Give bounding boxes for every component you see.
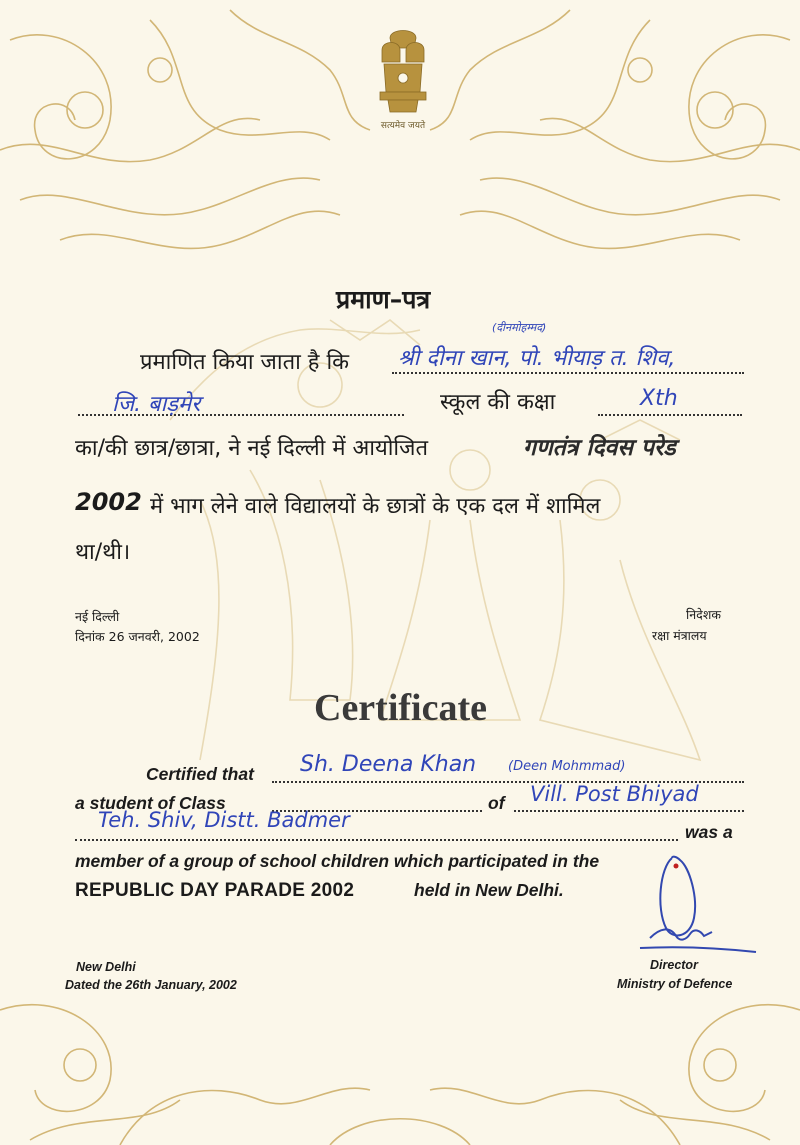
school-line-english — [514, 810, 744, 812]
lion-capital-icon — [370, 20, 436, 120]
member-line: member of a group of school children which participated in the — [75, 851, 600, 871]
hindi-signatory-org: रक्षा मंत्रालय — [652, 628, 707, 643]
hindi-title: प्रमाण–पत्र — [336, 285, 431, 314]
student-of-class-label: a student of Class — [75, 793, 226, 813]
national-emblem — [370, 20, 436, 130]
hindi-signatory-title: निदेशक — [686, 607, 721, 622]
certified-that-label: Certified that — [146, 764, 254, 784]
name-dotted-line — [392, 372, 744, 374]
handwritten-address-line2: Teh. Shiv, Distt. Badmer — [98, 808, 350, 832]
certificate-title: Certificate — [314, 687, 487, 729]
hindi-line3-prefix: का/की छात्र/छात्रा, ने नई दिल्ली में आयोजित — [75, 436, 428, 461]
handwritten-class: Xth — [640, 386, 678, 411]
english-signatory-org: Ministry of Defence — [617, 977, 733, 991]
handwritten-name-note-hindi: (दीनमोहम्मद) — [492, 321, 547, 334]
english-place: New Delhi — [76, 960, 136, 974]
handwritten-district-hindi: जि. बाड़मेर — [112, 392, 201, 417]
hindi-year: 2002 — [75, 488, 142, 516]
handwritten-name-english: Sh. Deena Khan — [300, 752, 477, 777]
hindi-date: दिनांक 26 जनवरी, 2002 — [75, 629, 200, 644]
address-line-english — [75, 839, 678, 841]
held-in-new-delhi: held in New Delhi. — [414, 880, 564, 900]
class-dotted-line — [598, 414, 742, 416]
hindi-line5: था/थी। — [75, 540, 131, 565]
handwritten-name-note-english: (Deen Mohmmad) — [508, 759, 626, 774]
english-signatory-title: Director — [650, 958, 698, 972]
director-signature — [620, 848, 760, 958]
hindi-line4: में भाग लेने वाले विद्यालयों के छात्रों के एक दल में शामिल — [150, 494, 601, 519]
hindi-event-name: गणतंत्र दिवस परेड — [523, 435, 676, 461]
english-date: Dated the 26th January, 2002 — [65, 978, 237, 992]
handwritten-name-hindi: श्री दीना खान, पो. भीयाड़ त. शिव, — [398, 346, 676, 371]
hindi-place: नई दिल्ली — [75, 609, 120, 624]
handwritten-address-line1: Vill. Post Bhiyad — [530, 782, 699, 806]
was-a-label: was a — [685, 822, 733, 842]
hindi-line1-prefix: प्रमाणित किया जाता है कि — [140, 350, 350, 375]
emblem-motto: सत्यमेव जयते — [380, 121, 426, 131]
of-label: of — [488, 793, 505, 813]
republic-day-parade: REPUBLIC DAY PARADE 2002 — [75, 880, 355, 901]
hindi-school-class: स्कूल की कक्षा — [440, 390, 556, 415]
